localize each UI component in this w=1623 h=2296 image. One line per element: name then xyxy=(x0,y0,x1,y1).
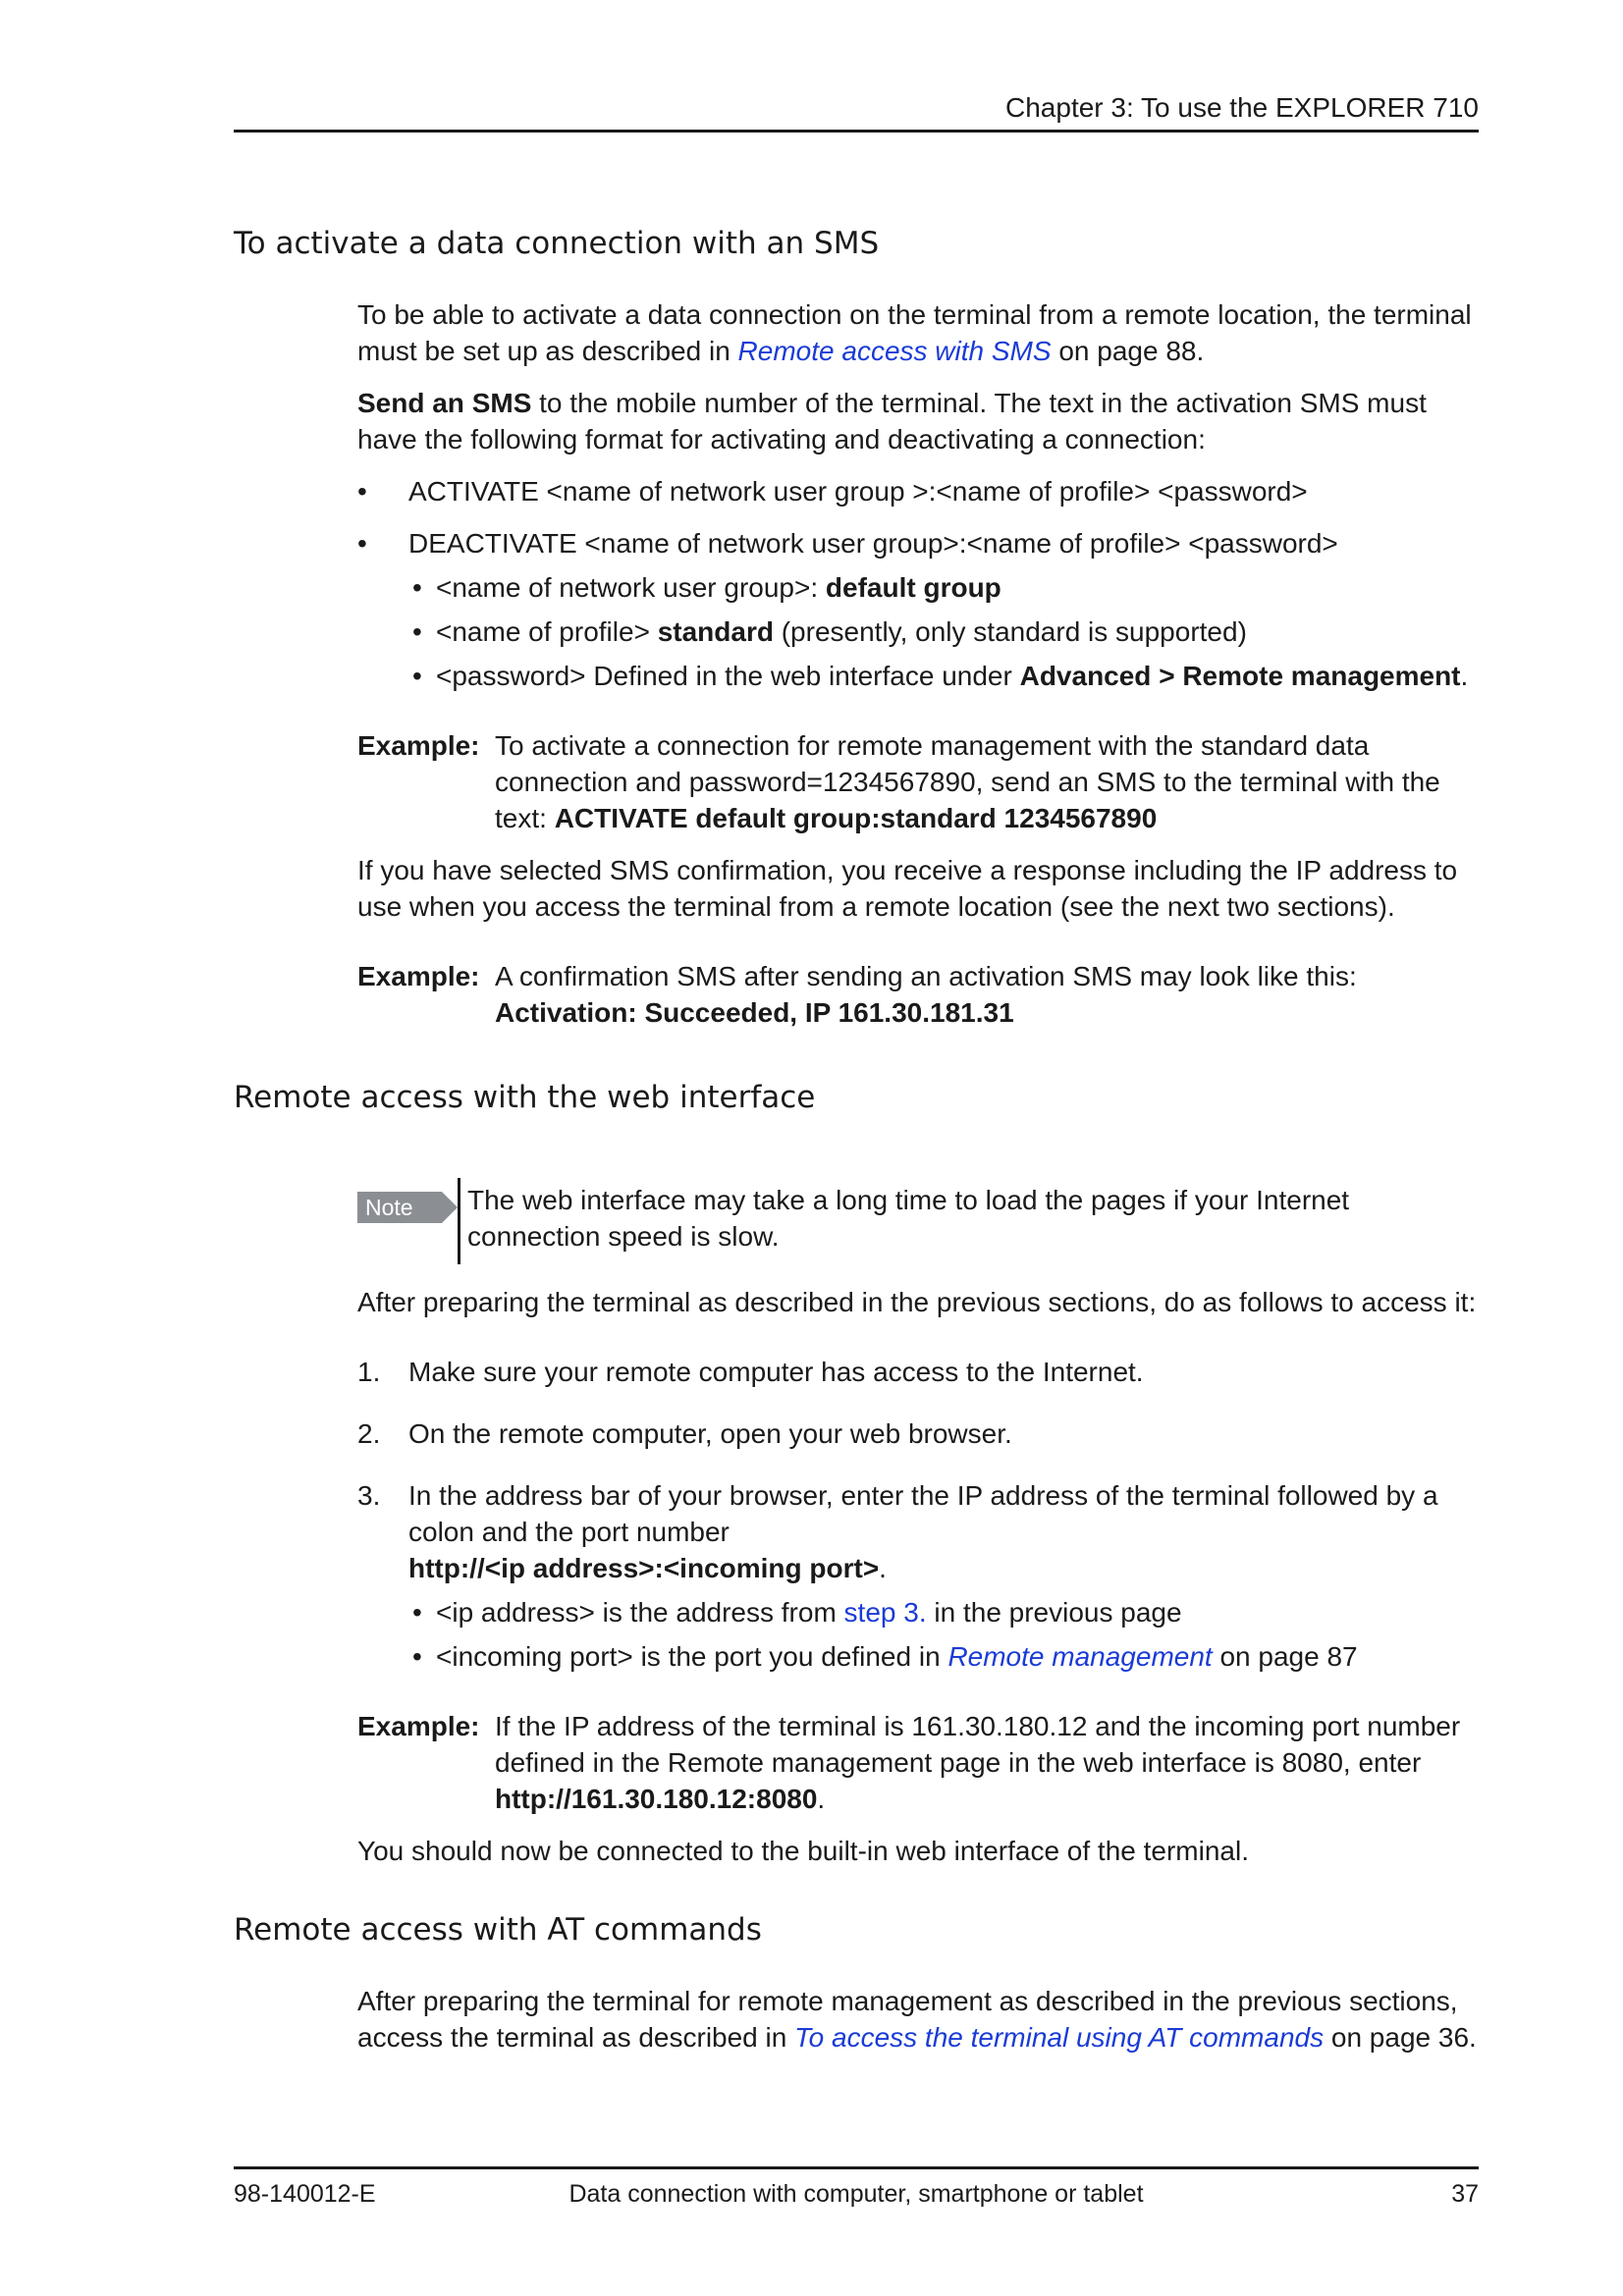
page-header xyxy=(234,86,1479,133)
example-label: Example: xyxy=(357,961,480,991)
example-block: Example: To activate a connection for remote management with the standard data connection and password=1234567890, send an SMS to the terminal with the text: ACTIVATE default group:standard 1234567890 xyxy=(357,727,1479,836)
sub-list-item: • <password> Defined in the web interface under Advanced > Remote management. xyxy=(412,661,1469,691)
section3-body xyxy=(357,1983,1479,2056)
link-remote-management[interactable]: Remote management xyxy=(947,1641,1213,1672)
paragraph: Send an SMS to the mobile number of the terminal. The text in the activation SMS must have the following format for activating and deactivating a connection: xyxy=(357,388,1427,454)
paragraph: You should now be connected to the built-in web interface of the terminal. xyxy=(357,1836,1249,1866)
section-title-at-commands: Remote access with AT commands xyxy=(234,1912,762,1948)
footer-title: Data connection with computer, smartphone or tablet xyxy=(568,2180,1144,2208)
sub-list-item: • <ip address> is the address from step 3. in the previous page xyxy=(412,1597,1182,1628)
link-step-3[interactable]: step 3. xyxy=(843,1597,927,1628)
section1-body xyxy=(357,296,1479,1031)
sub-list-item: • <name of profile> standard (presently, only standard is supported) xyxy=(412,616,1247,647)
page-number: 37 xyxy=(1451,2180,1479,2208)
list-item: 1. Make sure your remote computer has access to the Internet. xyxy=(357,1357,1144,1387)
example-block: Example: A confirmation SMS after sending an activation SMS may look like this: Activation: Succeeded, IP 161.30.181.31 xyxy=(357,958,1479,1031)
paragraph: To be able to activate a data connection on the terminal from a remote location, the terminal must be set up as described in Remote access with SMS on page 88. xyxy=(357,299,1472,366)
link-at-commands[interactable]: To access the terminal using AT commands xyxy=(794,2022,1325,2053)
paragraph: If you have selected SMS confirmation, you receive a response including the IP address to use when you access the terminal from a remote location (see the next two sections). xyxy=(357,855,1458,922)
sub-list-item: • <incoming port> is the port you defined in Remote management on page 87 xyxy=(412,1641,1358,1672)
sub-list-item: • <name of network user group>: default group xyxy=(412,572,1001,603)
section-title-web-interface: Remote access with the web interface xyxy=(234,1080,816,1115)
note-divider xyxy=(458,1178,460,1264)
list-item: 2. On the remote computer, open your web browser. xyxy=(357,1418,1012,1449)
list-item: 3. In the address bar of your browser, enter the IP address of the terminal followed by a colon and the port number http://<ip address>:<incoming port>. xyxy=(357,1480,1438,1583)
link-remote-access-sms[interactable]: Remote access with SMS xyxy=(737,336,1052,366)
section2-body xyxy=(357,1284,1479,1869)
paragraph: After preparing the terminal for remote management as described in the previous sections, access the terminal as described in To access the terminal using AT commands on page 36. xyxy=(357,1986,1477,2053)
example-label: Example: xyxy=(357,1711,480,1741)
paragraph: After preparing the terminal as described in the previous sections, do as follows to access it: xyxy=(357,1287,1477,1317)
section-title-activate-sms: To activate a data connection with an SMS xyxy=(234,226,880,261)
note-badge: Note xyxy=(357,1192,442,1223)
page-footer xyxy=(234,2166,1479,2218)
list-item: • DEACTIVATE <name of network user group>:<name of profile> <password> xyxy=(357,528,1338,559)
note-text: The web interface may take a long time to load the pages if your Internet connection speed is slow. xyxy=(467,1185,1350,1252)
example-block: Example: If the IP address of the terminal is 161.30.180.12 and the incoming port number defined in the Remote management page in the web interface is 8080, enter http://161.30.180.12:8080. xyxy=(357,1708,1479,1817)
chapter-title: Chapter 3: To use the EXPLORER 710 xyxy=(1005,92,1479,123)
example-label: Example: xyxy=(357,730,480,761)
list-item: • ACTIVATE <name of network user group >:<name of profile> <password> xyxy=(357,476,1308,507)
footer-doc-number: 98-140012-E xyxy=(234,2180,376,2208)
